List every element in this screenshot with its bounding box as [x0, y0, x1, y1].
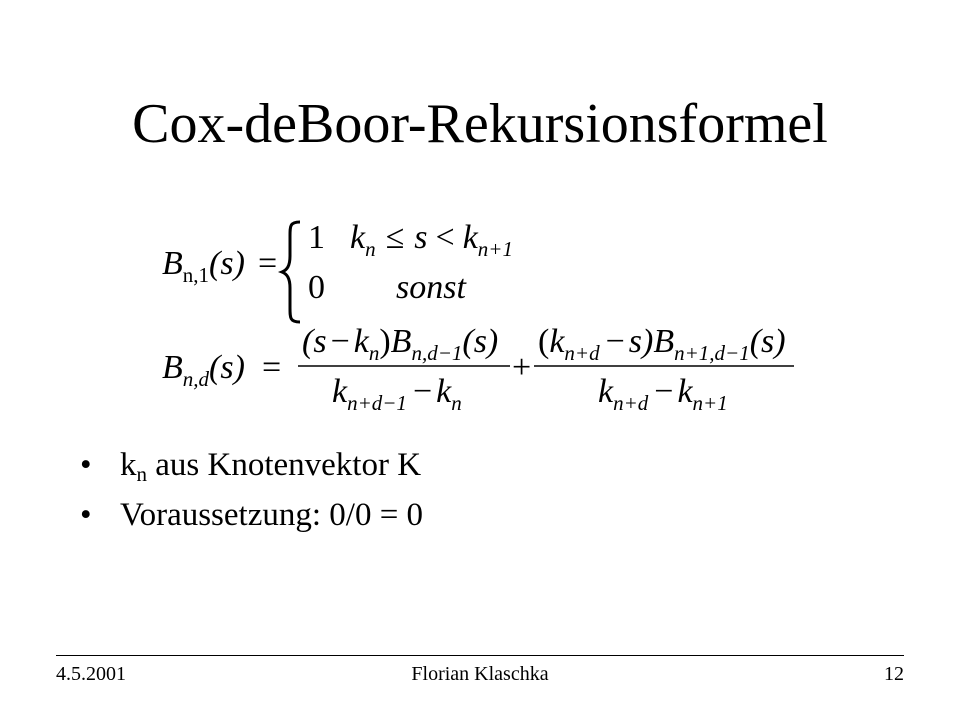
- footer-author: Florian Klaschka: [411, 663, 549, 685]
- frac2-denominator: $k_{n+d} - k_{n+1}$: [598, 373, 728, 415]
- footer-date: 4.5.2001: [56, 663, 126, 685]
- plus-sign: +: [512, 349, 532, 386]
- bullet-knot-vector: [80, 440, 423, 490]
- lhs1: $B_{n,1}(s)$: [162, 245, 245, 287]
- formula-line-1: [162, 219, 513, 322]
- lhs2: $B_{n,d}(s)$: [162, 349, 245, 391]
- bullet-dot: •: [80, 497, 92, 533]
- footer-page-number: 12: [884, 663, 904, 685]
- slide-title: Cox-deBoor-Rekursionsformel: [132, 93, 828, 155]
- frac2-numerator: $(k_{n+d} - s)B_{n+1,d-1}(s)$: [538, 323, 786, 365]
- left-brace: [282, 222, 300, 322]
- bullet-2-text: Voraussetzung: 0/0 = 0: [120, 497, 424, 533]
- bullet-1-k: k: [120, 447, 137, 483]
- case2-value: 0: [308, 269, 325, 306]
- case1-condition: $k_n \le s < k_{n+1}$: [350, 219, 513, 261]
- case2-text: sonst: [396, 269, 466, 306]
- bullet-dot: •: [80, 447, 92, 483]
- recursion-formula: [140, 200, 840, 430]
- bullet-1-text: aus Knotenvektor K: [147, 447, 422, 483]
- eq2: =: [262, 349, 282, 386]
- formula-line-2: [162, 323, 794, 415]
- bullet-list: [80, 440, 423, 540]
- formula-graphic: [140, 200, 840, 430]
- case1-value: 1: [308, 219, 325, 256]
- footer-divider: [56, 655, 904, 656]
- eq1: =: [258, 245, 278, 282]
- frac1-numerator: $(s - k_n)B_{n,d-1}(s)$: [302, 323, 499, 365]
- bullet-precondition: [80, 490, 423, 540]
- frac1-denominator: $k_{n+d-1} - k_n$: [332, 373, 462, 415]
- bullet-1-sub: n: [136, 462, 147, 486]
